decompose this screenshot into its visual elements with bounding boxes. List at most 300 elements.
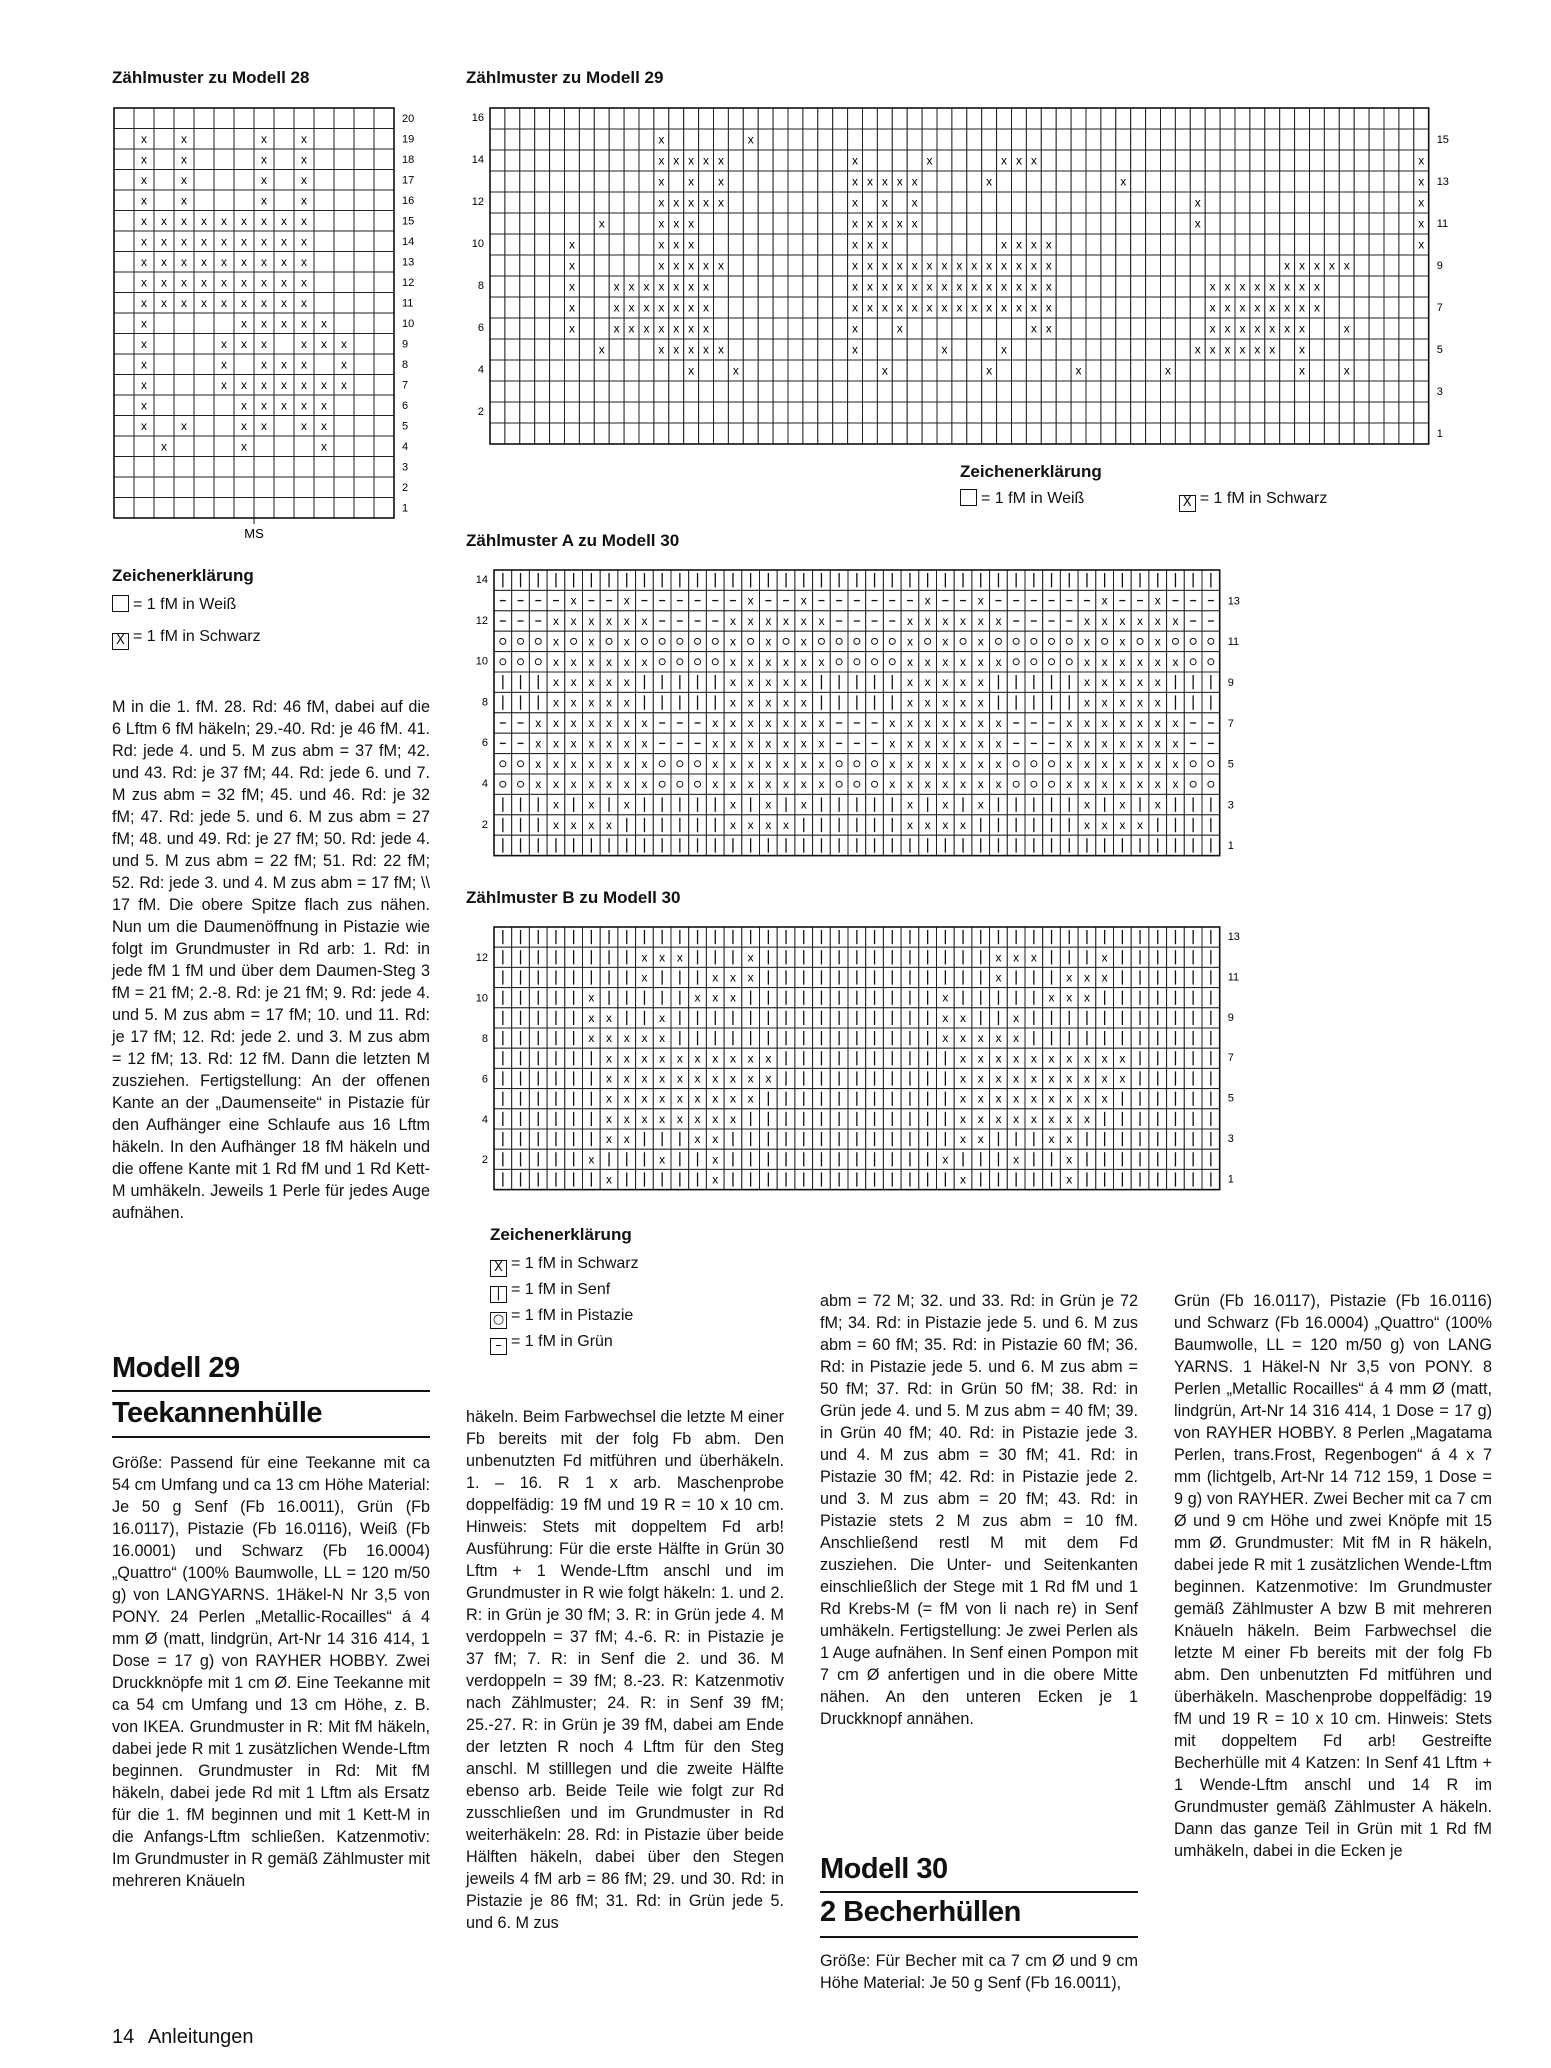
grid-cell [1324, 108, 1339, 129]
grid-cell [1071, 213, 1086, 234]
grid-cell [892, 150, 907, 171]
grid-cell [706, 1008, 724, 1028]
grid-cell [565, 171, 580, 192]
grid-cell [1167, 794, 1185, 814]
grid-cell [972, 815, 990, 835]
grid-cell [334, 149, 354, 170]
grid-cell [724, 835, 742, 855]
grid-cell [1116, 381, 1131, 402]
grid-cell [863, 360, 878, 381]
grid-cell [154, 149, 174, 170]
svg-text:x: x [1001, 279, 1008, 294]
grid-cell [505, 297, 520, 318]
grid-cell [671, 754, 689, 774]
grid-cell [374, 375, 394, 396]
grid-cell [742, 1149, 760, 1169]
grid-cell [689, 794, 707, 814]
svg-text:x: x [623, 634, 630, 649]
grid-cell [848, 1048, 866, 1068]
grid-cell [134, 457, 154, 478]
grid-cell [1175, 297, 1190, 318]
grid-cell [724, 733, 742, 753]
svg-text:x: x [181, 295, 187, 310]
grid-cell [1056, 234, 1071, 255]
grid-cell [982, 360, 997, 381]
chart30b-grid [466, 925, 1486, 1205]
grid-cell [742, 835, 760, 855]
grid-cell [600, 947, 618, 967]
grid-cell [1149, 1048, 1167, 1068]
grid-cell [1205, 423, 1220, 444]
grid-cell [1161, 339, 1176, 360]
grid-cell [636, 652, 654, 672]
grid-cell [848, 835, 866, 855]
svg-text:x: x [688, 279, 695, 294]
grid-cell [877, 297, 892, 318]
grid-cell [1096, 611, 1114, 631]
grid-cell [565, 1068, 583, 1088]
row-number: 11 [402, 297, 414, 310]
grid-cell [520, 297, 535, 318]
grid-cell [600, 692, 618, 712]
svg-text:x: x [261, 152, 267, 167]
svg-text:x: x [977, 736, 984, 751]
grid-cell [1007, 1109, 1025, 1129]
grid-cell [1114, 611, 1132, 631]
svg-text:x: x [568, 300, 575, 315]
grid-cell [1184, 611, 1202, 631]
grid-cell [1149, 1028, 1167, 1048]
grid-cell [743, 108, 758, 129]
grid-cell [742, 692, 760, 712]
grid-cell [1310, 129, 1325, 150]
grid-cell [699, 255, 714, 276]
grid-cell [952, 255, 967, 276]
grid-cell [512, 1129, 530, 1149]
grid-cell [1131, 423, 1146, 444]
grid-cell [618, 1129, 636, 1149]
grid-cell [618, 713, 636, 733]
grid-cell [1295, 381, 1310, 402]
grid-cell [901, 733, 919, 753]
grid-cell [830, 1008, 848, 1028]
grid-cell [1131, 967, 1149, 987]
grid-cell [773, 213, 788, 234]
svg-text:x: x [221, 295, 227, 310]
svg-text:x: x [911, 174, 918, 189]
grid-cell [547, 570, 565, 590]
grid-cell [1060, 967, 1078, 987]
grid-cell [1131, 192, 1146, 213]
grid-cell [883, 692, 901, 712]
grid-cell [639, 192, 654, 213]
grid-cell [1384, 150, 1399, 171]
row-number: 7 [1227, 717, 1234, 730]
grid-cell [1149, 1109, 1167, 1129]
svg-text:x: x [1101, 756, 1108, 771]
grid-cell [1161, 318, 1176, 339]
grid-cell [1116, 297, 1131, 318]
grid-cell [760, 672, 778, 692]
svg-text:x: x [960, 654, 967, 669]
grid-cell [1324, 360, 1339, 381]
grid-cell [907, 192, 922, 213]
grid-cell [234, 252, 254, 273]
grid-cell [760, 967, 778, 987]
grid-cell [1175, 129, 1190, 150]
grid-cell [194, 416, 214, 437]
grid-cell [214, 457, 234, 478]
svg-text:x: x [1101, 695, 1108, 710]
grid-cell [600, 1068, 618, 1088]
grid-cell [742, 1028, 760, 1048]
grid-cell [505, 276, 520, 297]
svg-text:x: x [141, 254, 147, 269]
grid-cell [550, 129, 565, 150]
grid-cell [830, 1109, 848, 1129]
grid-cell [1369, 381, 1384, 402]
grid-cell [594, 360, 609, 381]
svg-text:x: x [881, 279, 888, 294]
svg-text:x: x [570, 593, 577, 608]
grid-cell [1265, 402, 1280, 423]
svg-text:x: x [926, 300, 933, 315]
grid-cell [1101, 108, 1116, 129]
grid-cell [937, 733, 955, 753]
grid-cell [699, 192, 714, 213]
svg-text:x: x [703, 342, 710, 357]
grid-cell [1056, 213, 1071, 234]
grid-cell [294, 252, 314, 273]
grid-cell [1295, 150, 1310, 171]
grid-cell [848, 339, 863, 360]
row-number: 4 [477, 364, 484, 376]
grid-cell [830, 672, 848, 692]
grid-cell [1056, 276, 1071, 297]
grid-cell [354, 190, 374, 211]
grid-cell [990, 1048, 1008, 1068]
grid-cell [1175, 318, 1190, 339]
svg-text:x: x [717, 174, 724, 189]
grid-cell [1096, 794, 1114, 814]
row-number: 5 [402, 420, 409, 433]
grid-cell [954, 927, 972, 947]
grid-cell [937, 276, 952, 297]
grid-cell [892, 297, 907, 318]
grid-cell [689, 590, 707, 610]
grid-cell [1043, 927, 1061, 947]
svg-text:x: x [866, 174, 873, 189]
grid-cell [565, 360, 580, 381]
grid-cell [777, 1089, 795, 1109]
grid-cell [1114, 1028, 1132, 1048]
grid-cell [1078, 988, 1096, 1008]
grid-cell [1146, 234, 1161, 255]
grid-cell [1184, 1048, 1202, 1068]
grid-cell [1071, 402, 1086, 423]
grid-cell [1078, 794, 1096, 814]
row-number: 13 [1436, 176, 1449, 188]
grid-cell [742, 815, 760, 835]
svg-text:x: x [301, 213, 307, 228]
grid-cell [583, 774, 601, 794]
grid-cell [743, 255, 758, 276]
grid-cell [512, 590, 530, 610]
grid-cell [1114, 1068, 1132, 1088]
grid-cell [1131, 713, 1149, 733]
grid-cell [1078, 1089, 1096, 1109]
grid-cell [1310, 423, 1325, 444]
grid-cell [777, 927, 795, 947]
grid-cell [830, 754, 848, 774]
grid-cell [1116, 423, 1131, 444]
grid-cell [758, 381, 773, 402]
grid-cell [1025, 967, 1043, 987]
grid-cell [114, 313, 134, 334]
grid-cell [1060, 835, 1078, 855]
grid-cell [1369, 129, 1384, 150]
grid-cell [1175, 150, 1190, 171]
grid-cell [907, 276, 922, 297]
grid-cell [848, 631, 866, 651]
grid-cell [848, 276, 863, 297]
grid-cell [520, 108, 535, 129]
grid-cell [1012, 339, 1027, 360]
grid-cell [1041, 234, 1056, 255]
grid-cell [919, 1008, 937, 1028]
grid-cell [1250, 360, 1265, 381]
grid-cell [294, 354, 314, 375]
grid-cell [848, 1089, 866, 1109]
grid-cell [1025, 590, 1043, 610]
grid-cell [114, 129, 134, 150]
chart29-grid [466, 106, 1449, 456]
grid-cell [535, 276, 550, 297]
grid-cell [1414, 360, 1429, 381]
grid-cell [699, 150, 714, 171]
grid-cell [1190, 255, 1205, 276]
svg-text:x: x [1418, 195, 1425, 210]
grid-cell [494, 835, 512, 855]
grid-cell [653, 927, 671, 947]
grid-cell [579, 339, 594, 360]
grid-cell [1131, 318, 1146, 339]
grid-cell [334, 395, 354, 416]
grid-cell [594, 192, 609, 213]
row-number: 8 [481, 1033, 488, 1045]
grid-cell [374, 108, 394, 129]
grid-cell [883, 835, 901, 855]
grid-cell [1414, 402, 1429, 423]
grid-cell [547, 947, 565, 967]
svg-text:x: x [906, 756, 913, 771]
grid-cell [788, 108, 803, 129]
grid-cell [565, 192, 580, 213]
grid-cell [639, 360, 654, 381]
svg-text:x: x [1224, 300, 1231, 315]
grid-cell [1184, 692, 1202, 712]
svg-text:x: x [181, 213, 187, 228]
grid-cell [833, 108, 848, 129]
grid-cell [972, 672, 990, 692]
grid-cell [520, 234, 535, 255]
grid-cell [684, 297, 699, 318]
grid-cell [594, 108, 609, 129]
svg-text:x: x [906, 675, 913, 690]
grid-cell [1414, 171, 1429, 192]
grid-cell [1026, 339, 1041, 360]
grid-cell [892, 255, 907, 276]
grid-cell [354, 436, 374, 457]
grid-cell [671, 988, 689, 1008]
grid-cell [294, 375, 314, 396]
grid-cell [294, 334, 314, 355]
svg-text:x: x [221, 357, 227, 372]
grid-cell [639, 381, 654, 402]
grid-cell [639, 234, 654, 255]
grid-cell [653, 631, 671, 651]
grid-cell [997, 129, 1012, 150]
grid-cell [547, 713, 565, 733]
grid-cell [758, 192, 773, 213]
grid-cell [760, 1068, 778, 1088]
svg-text:x: x [1030, 300, 1037, 315]
grid-cell [618, 1089, 636, 1109]
grid-cell [892, 402, 907, 423]
grid-cell [1007, 988, 1025, 1008]
grid-cell [512, 652, 530, 672]
grid-cell [1007, 794, 1025, 814]
modell29-subheading: Teekannenhülle [112, 1397, 323, 1429]
svg-text:x: x [688, 363, 695, 378]
svg-text:x: x [1119, 716, 1126, 730]
grid-cell [972, 590, 990, 610]
grid-cell [494, 794, 512, 814]
grid-cell [728, 402, 743, 423]
grid-cell [982, 276, 997, 297]
svg-text:x: x [613, 321, 620, 336]
grid-cell [134, 170, 154, 191]
grid-cell [743, 129, 758, 150]
svg-text:x: x [281, 254, 287, 269]
grid-cell [1202, 815, 1220, 835]
grid-cell [990, 631, 1008, 651]
grid-cell [848, 297, 863, 318]
grid-cell [760, 794, 778, 814]
grid-cell [1149, 774, 1167, 794]
grid-cell [636, 733, 654, 753]
grid-cell [1043, 1169, 1061, 1189]
grid-cell [901, 754, 919, 774]
grid-cell [1086, 297, 1101, 318]
svg-text:x: x [221, 234, 227, 249]
grid-cell [1012, 255, 1027, 276]
svg-text:x: x [588, 675, 595, 690]
grid-cell [512, 672, 530, 692]
grid-cell [1071, 318, 1086, 339]
grid-cell [803, 423, 818, 444]
svg-text:x: x [570, 695, 577, 710]
grid-cell [174, 354, 194, 375]
grid-cell [892, 339, 907, 360]
grid-cell [922, 360, 937, 381]
svg-text:x: x [181, 254, 187, 269]
svg-text:x: x [1066, 777, 1073, 792]
grid-cell [1295, 423, 1310, 444]
grid-cell [1202, 967, 1220, 987]
grid-cell [653, 672, 671, 692]
grid-cell [1235, 213, 1250, 234]
grid-cell [813, 967, 831, 987]
grid-cell [760, 570, 778, 590]
grid-cell [954, 611, 972, 631]
svg-text:x: x [1328, 258, 1335, 273]
grid-cell [1012, 423, 1027, 444]
grid-cell [1149, 652, 1167, 672]
svg-text:x: x [1254, 279, 1261, 294]
grid-cell [214, 334, 234, 355]
grid-cell [788, 339, 803, 360]
grid-cell [795, 692, 813, 712]
grid-cell [547, 1149, 565, 1169]
grid-cell [520, 318, 535, 339]
grid-cell [671, 1068, 689, 1088]
grid-cell [565, 108, 580, 129]
grid-cell [354, 108, 374, 129]
grid-cell [714, 423, 729, 444]
svg-text:x: x [606, 695, 613, 710]
grid-cell [830, 1129, 848, 1149]
svg-text:x: x [911, 216, 918, 231]
grid-cell [1131, 672, 1149, 692]
grid-cell [684, 192, 699, 213]
grid-cell [689, 1048, 707, 1068]
grid-cell [848, 381, 863, 402]
grid-cell [114, 436, 134, 457]
grid-cell [636, 835, 654, 855]
svg-text:x: x [942, 777, 949, 792]
grid-cell [154, 170, 174, 191]
grid-cell [214, 313, 234, 334]
grid-cell [494, 692, 512, 712]
grid-cell [1339, 360, 1354, 381]
svg-text:x: x [1030, 279, 1037, 294]
grid-cell [922, 381, 937, 402]
grid-cell [579, 108, 594, 129]
grid-cell [1060, 815, 1078, 835]
grid-cell [1250, 150, 1265, 171]
divider [112, 1390, 430, 1392]
grid-cell [689, 611, 707, 631]
svg-text:x: x [623, 593, 630, 608]
grid-cell [743, 402, 758, 423]
grid-cell [1414, 150, 1429, 171]
grid-cell [1043, 988, 1061, 1008]
grid-cell [937, 652, 955, 672]
grid-cell [689, 1169, 707, 1189]
grid-cell [830, 835, 848, 855]
svg-text:x: x [747, 132, 754, 147]
grid-cell [1060, 631, 1078, 651]
grid-cell [1250, 423, 1265, 444]
grid-cell [618, 794, 636, 814]
grid-cell [954, 692, 972, 712]
grid-cell [1220, 297, 1235, 318]
grid-cell [1078, 1129, 1096, 1149]
svg-text:x: x [301, 418, 307, 433]
grid-cell [314, 211, 334, 232]
grid-cell [579, 171, 594, 192]
